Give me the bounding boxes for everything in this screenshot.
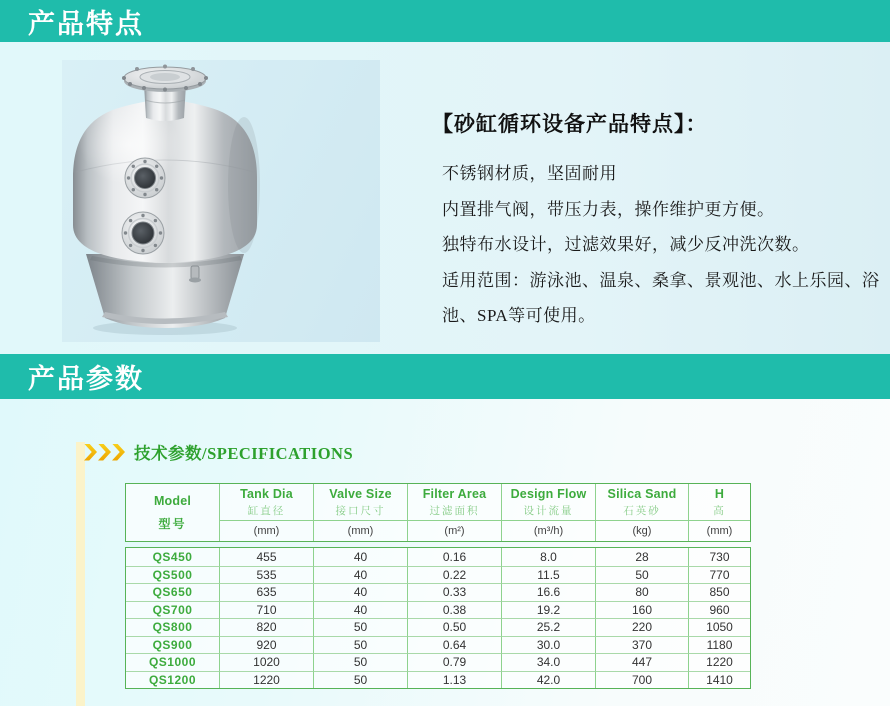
data-cell: 820 — [219, 618, 313, 636]
col-header-cn: 过滤面积 — [429, 504, 480, 517]
data-cell: 535 — [219, 566, 313, 584]
triple-chevron-icon — [84, 444, 126, 461]
col-header-tank-dia — [219, 484, 313, 520]
col-header-model — [126, 484, 219, 541]
col-header-en: Model — [153, 493, 192, 508]
chevron-icon — [112, 444, 125, 461]
model-cell: QS700 — [126, 601, 219, 619]
data-cell: 42.0 — [501, 671, 595, 689]
data-cell: 8.0 — [501, 548, 595, 566]
tank-pedestal — [86, 254, 244, 328]
data-cell: 730 — [688, 548, 750, 566]
data-cell: 1.13 — [407, 671, 501, 689]
specifications-heading — [84, 440, 353, 464]
data-cell: 1180 — [688, 636, 750, 654]
parameters-banner — [0, 354, 890, 399]
col-header-en: H — [714, 486, 725, 501]
data-cell: 0.33 — [407, 583, 501, 601]
col-unit: (mm) — [219, 520, 313, 541]
col-header-h — [688, 484, 750, 520]
data-cell: 0.64 — [407, 636, 501, 654]
col-header-cn: 缸直径 — [247, 504, 286, 517]
yellow-accent-bar — [76, 442, 85, 706]
model-cell: QS1200 — [126, 671, 219, 689]
model-cell: QS450 — [152, 549, 193, 564]
features-banner-title: 产品特点 — [28, 8, 144, 39]
data-cell: 960 — [688, 601, 750, 619]
data-cell: 40 — [313, 548, 407, 566]
col-header-cn: 高 — [713, 504, 726, 517]
data-cell: 770 — [688, 566, 750, 584]
col-header-filter-area — [407, 484, 501, 520]
data-cell: 700 — [595, 671, 688, 689]
data-cell: 50 — [313, 653, 407, 671]
data-cell: 40 — [313, 566, 407, 584]
data-cell: 1020 — [219, 653, 313, 671]
data-cell: 0.50 — [407, 618, 501, 636]
col-header-silica-sand — [595, 484, 688, 520]
data-cell: 0.16 — [407, 548, 501, 566]
data-cell: 1410 — [688, 671, 750, 689]
data-cell: 920 — [219, 636, 313, 654]
data-cell: 160 — [595, 601, 688, 619]
data-cell: 710 — [219, 601, 313, 619]
col-unit: (mm) — [688, 520, 750, 541]
data-cell: 50 — [313, 671, 407, 689]
data-cell: 25.2 — [501, 618, 595, 636]
features-lines — [442, 156, 884, 334]
data-cell: 19.2 — [501, 601, 595, 619]
col-header-cn: 接口尺寸 — [335, 504, 386, 517]
data-cell: 50 — [595, 566, 688, 584]
spec-table-head — [125, 483, 751, 542]
data-cell: 370 — [595, 636, 688, 654]
parameters-banner-title: 产品参数 — [28, 364, 144, 394]
data-cell: 850 — [688, 583, 750, 601]
chevron-icon — [84, 444, 97, 461]
specifications-heading-text: 技术参数/SPECIFICATIONS — [134, 444, 354, 463]
model-cell: QS1000 — [126, 653, 219, 671]
data-cell: 220 — [595, 618, 688, 636]
data-cell: 1220 — [688, 653, 750, 671]
lower-porthole — [122, 212, 164, 254]
data-cell: 28 — [595, 548, 688, 566]
col-unit: (mm) — [313, 520, 407, 541]
col-header-design-flow — [501, 484, 595, 520]
col-header-en: Filter Area — [422, 486, 487, 501]
data-cell: 30.0 — [501, 636, 595, 654]
col-header-en: Silica Sand — [607, 486, 677, 501]
sand-filter-tank-illustration — [62, 60, 380, 342]
data-cell: 80 — [595, 583, 688, 601]
data-cell: 1050 — [688, 618, 750, 636]
data-cell: 0.79 — [407, 653, 501, 671]
model-cell: QS650 — [126, 583, 219, 601]
col-header-valve-size — [313, 484, 407, 520]
features-text-block — [432, 108, 884, 334]
data-cell: 1220 — [219, 671, 313, 689]
data-cell: 11.5 — [501, 566, 595, 584]
data-cell: 34.0 — [501, 653, 595, 671]
col-unit: (kg) — [595, 520, 688, 541]
feature-line: 不锈钢材质，坚固耐用 — [442, 164, 617, 183]
col-header-cn: 设计流量 — [523, 504, 574, 517]
col-header-en: Valve Size — [329, 486, 392, 501]
features-title: 【砂缸循环设备产品特点】： — [432, 112, 708, 136]
product-photo — [62, 60, 380, 342]
drain-fitting — [189, 266, 201, 283]
data-cell: 0.38 — [407, 601, 501, 619]
feature-line: 适用范围：游泳池、温泉、桑拿、景观池、水上乐园、浴池、SPA等可使用。 — [442, 270, 880, 325]
tank-body — [73, 100, 260, 263]
model-cell: QS500 — [126, 566, 219, 584]
col-unit: (m³/h) — [501, 520, 595, 541]
data-cell: 0.22 — [407, 566, 501, 584]
data-cell: 40 — [313, 601, 407, 619]
data-cell: 40 — [313, 583, 407, 601]
spec-table-body — [125, 547, 751, 689]
data-cell: 447 — [595, 653, 688, 671]
data-cell: 16.6 — [501, 583, 595, 601]
data-cell: 50 — [313, 618, 407, 636]
col-header-cn: 型号 — [158, 516, 187, 531]
model-cell: QS800 — [126, 618, 219, 636]
model-cell: QS900 — [126, 636, 219, 654]
col-header-cn: 石英砂 — [623, 504, 661, 517]
features-banner — [0, 0, 890, 42]
chevron-icon — [98, 444, 111, 461]
feature-line: 独特布水设计，过滤效果好，减少反冲洗次数。 — [442, 235, 810, 254]
data-cell: 635 — [219, 583, 313, 601]
col-header-en: Design Flow — [510, 486, 587, 501]
data-cell: 455 — [219, 548, 313, 566]
col-header-en: Tank Dia — [240, 486, 293, 501]
feature-line: 内置排气阀，带压力表，操作维护更方便。 — [442, 199, 775, 219]
col-unit: (m²) — [407, 520, 501, 541]
data-cell: 50 — [313, 636, 407, 654]
upper-porthole — [125, 158, 165, 198]
